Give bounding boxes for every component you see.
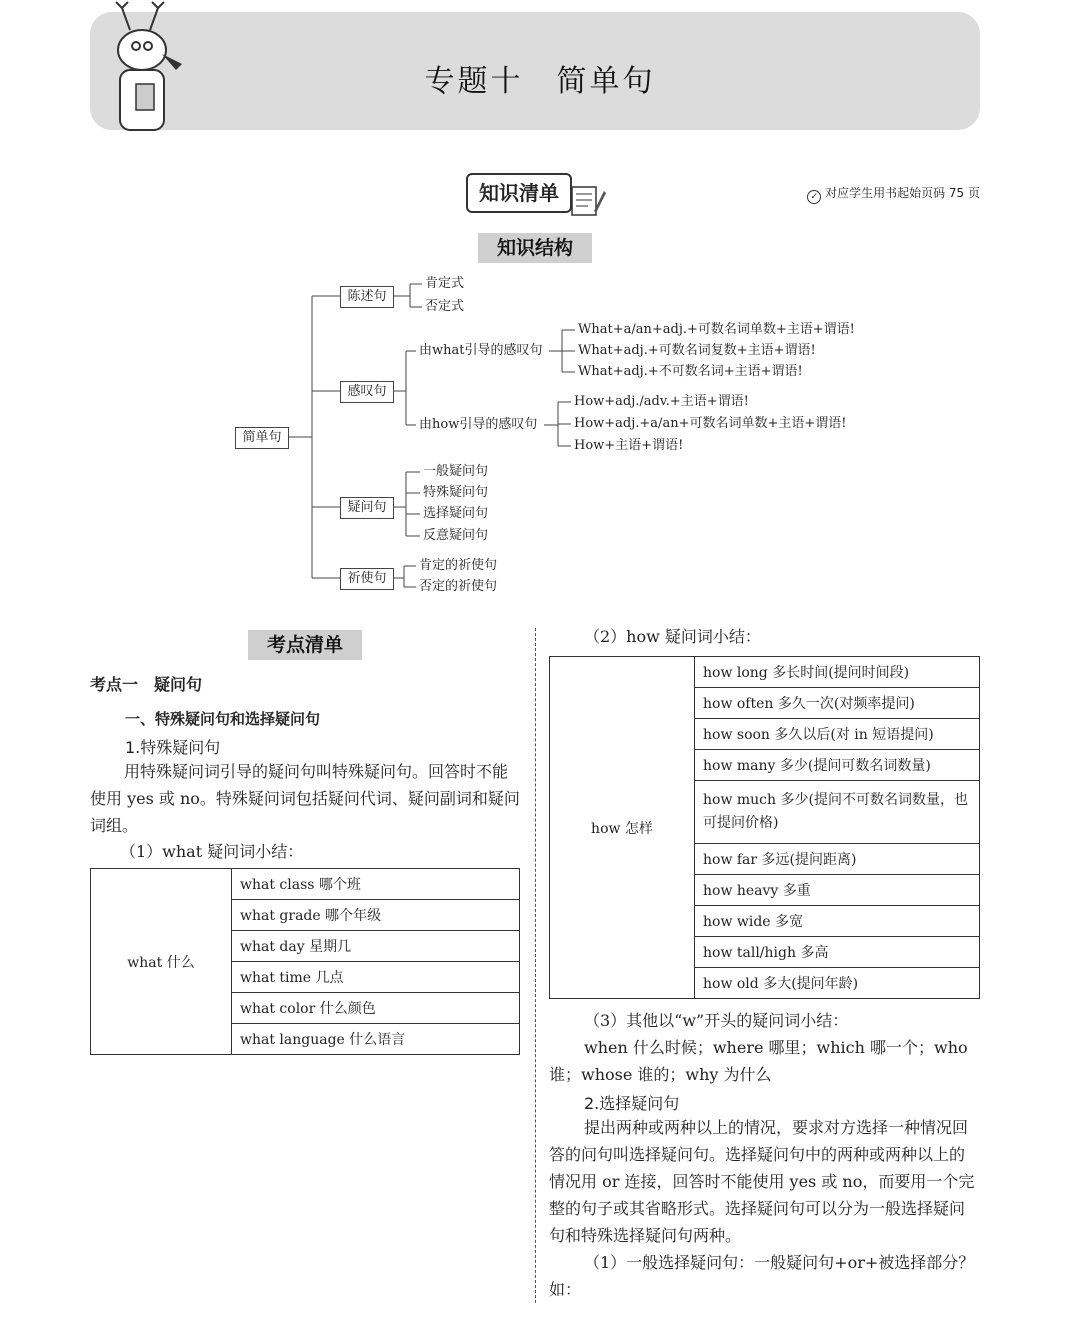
point-heading: 考点一 疑问句	[90, 675, 203, 694]
what-row: what color 什么颜色	[232, 993, 520, 1024]
how-pattern-3: How+主语+谓语!	[574, 438, 684, 453]
leaf-negative-imperative: 否定的祈使句	[419, 579, 498, 594]
other-w-paragraph: when 什么时候；where 哪里；which 哪一个；who 谁；whose 谁的；why 为什么	[549, 1038, 968, 1084]
what-row: what language 什么语言	[232, 1024, 520, 1055]
what-row: what grade 哪个年级	[232, 900, 520, 931]
node-exclamatory: 感叹句	[340, 381, 394, 403]
node-imperative: 祈使句	[340, 568, 394, 590]
how-row: how soon 多久以后(对 in 短语提问)	[695, 719, 980, 750]
what-summary-title: （1）what 疑问词小结：	[120, 842, 304, 861]
leaf-yes-no-question: 一般疑问句	[423, 464, 489, 479]
special-question-paragraph: 用特殊疑问词引导的疑问句叫特殊疑问句。回答时不能使用 yes 或 no。特殊疑问词包括疑问代词、疑问副词和疑问词组。	[90, 762, 520, 835]
how-pattern-2: How+adj.+a/an+可数名词单数+主语+谓语!	[574, 416, 847, 431]
node-interrogative: 疑问句	[340, 497, 394, 519]
how-exclamation-label: 由how引导的感叹句	[419, 417, 538, 432]
item-special-question: 1.特殊疑问句	[125, 738, 221, 757]
what-table-head: what 什么	[91, 869, 232, 1055]
what-row: what class 哪个班	[232, 869, 520, 900]
page-title: 专题十 简单句	[424, 64, 656, 99]
leaf-affirmative: 肯定式	[425, 276, 465, 291]
how-row: how tall/high 多高	[695, 937, 980, 968]
column-divider	[535, 628, 536, 1303]
leaf-special-question: 特殊疑问句	[423, 485, 489, 500]
mindmap-root: 简单句	[235, 427, 289, 449]
kaodian-label: 考点清单	[248, 630, 362, 660]
how-table	[549, 656, 980, 999]
choice-question-paragraph: 提出两种或两种以上的情况，要求对方选择一种情况回答的问句叫选择疑问句。选择疑问句中的两种或两种以上的情况用 or 连接，回答时不能使用 yes 或 no，而要用一个完整的句子或其省略形式。选择疑问句可以分为一般选择疑问句和特殊选择疑问句两种。	[549, 1118, 975, 1245]
book-check-icon: ✓	[807, 190, 821, 204]
what-pattern-1: What+a/an+adj.+可数名词单数+主语+谓语!	[578, 322, 855, 337]
what-row: what time 几点	[232, 962, 520, 993]
leaf-tag-question: 反意疑问句	[423, 528, 489, 543]
what-pattern-3: What+adj.+不可数名词+主语+谓语!	[578, 364, 803, 379]
how-row: how heavy 多重	[695, 875, 980, 906]
section-badge: 知识清单	[466, 173, 572, 213]
how-row: how much 多少(提问不可数名词数量，也可提问价格)	[695, 781, 980, 844]
how-table-head: how 怎样	[550, 657, 695, 999]
reference-text: 对应学生用书起始页码 75 页	[825, 186, 980, 200]
general-choice-paragraph: （1）一般选择疑问句：一般疑问句+or+被选择部分？如：	[549, 1253, 975, 1299]
leaf-choice-question: 选择疑问句	[423, 506, 489, 521]
other-w-title: （3）其他以“w”开头的疑问词小结：	[584, 1011, 849, 1030]
what-table	[90, 868, 520, 1055]
how-row: how often 多久一次(对频率提问)	[695, 688, 980, 719]
structure-label: 知识结构	[478, 233, 592, 263]
how-pattern-1: How+adj./adv.+主语+谓语!	[574, 394, 749, 409]
subsection-heading: 一、特殊疑问句和选择疑问句	[125, 710, 321, 728]
how-row: how old 多大(提问年龄)	[695, 968, 980, 999]
how-row: how long 多长时间(提问时间段)	[695, 657, 980, 688]
what-row: what day 星期几	[232, 931, 520, 962]
leaf-positive-imperative: 肯定的祈使句	[419, 558, 498, 573]
mindmap-connectors	[0, 0, 1080, 620]
item-choice-question: 2.选择疑问句	[584, 1094, 680, 1113]
how-row: how many 多少(提问可数名词数量)	[695, 750, 980, 781]
what-exclamation-label: 由what引导的感叹句	[419, 343, 543, 358]
node-declarative: 陈述句	[340, 286, 394, 308]
leaf-negative: 否定式	[425, 299, 465, 314]
what-pattern-2: What+adj.+可数名词复数+主语+谓语!	[578, 343, 816, 358]
how-row: how far 多远(提问距离)	[695, 844, 980, 875]
how-row: how wide 多宽	[695, 906, 980, 937]
how-summary-title: （2）how 疑问词小结：	[584, 627, 761, 646]
